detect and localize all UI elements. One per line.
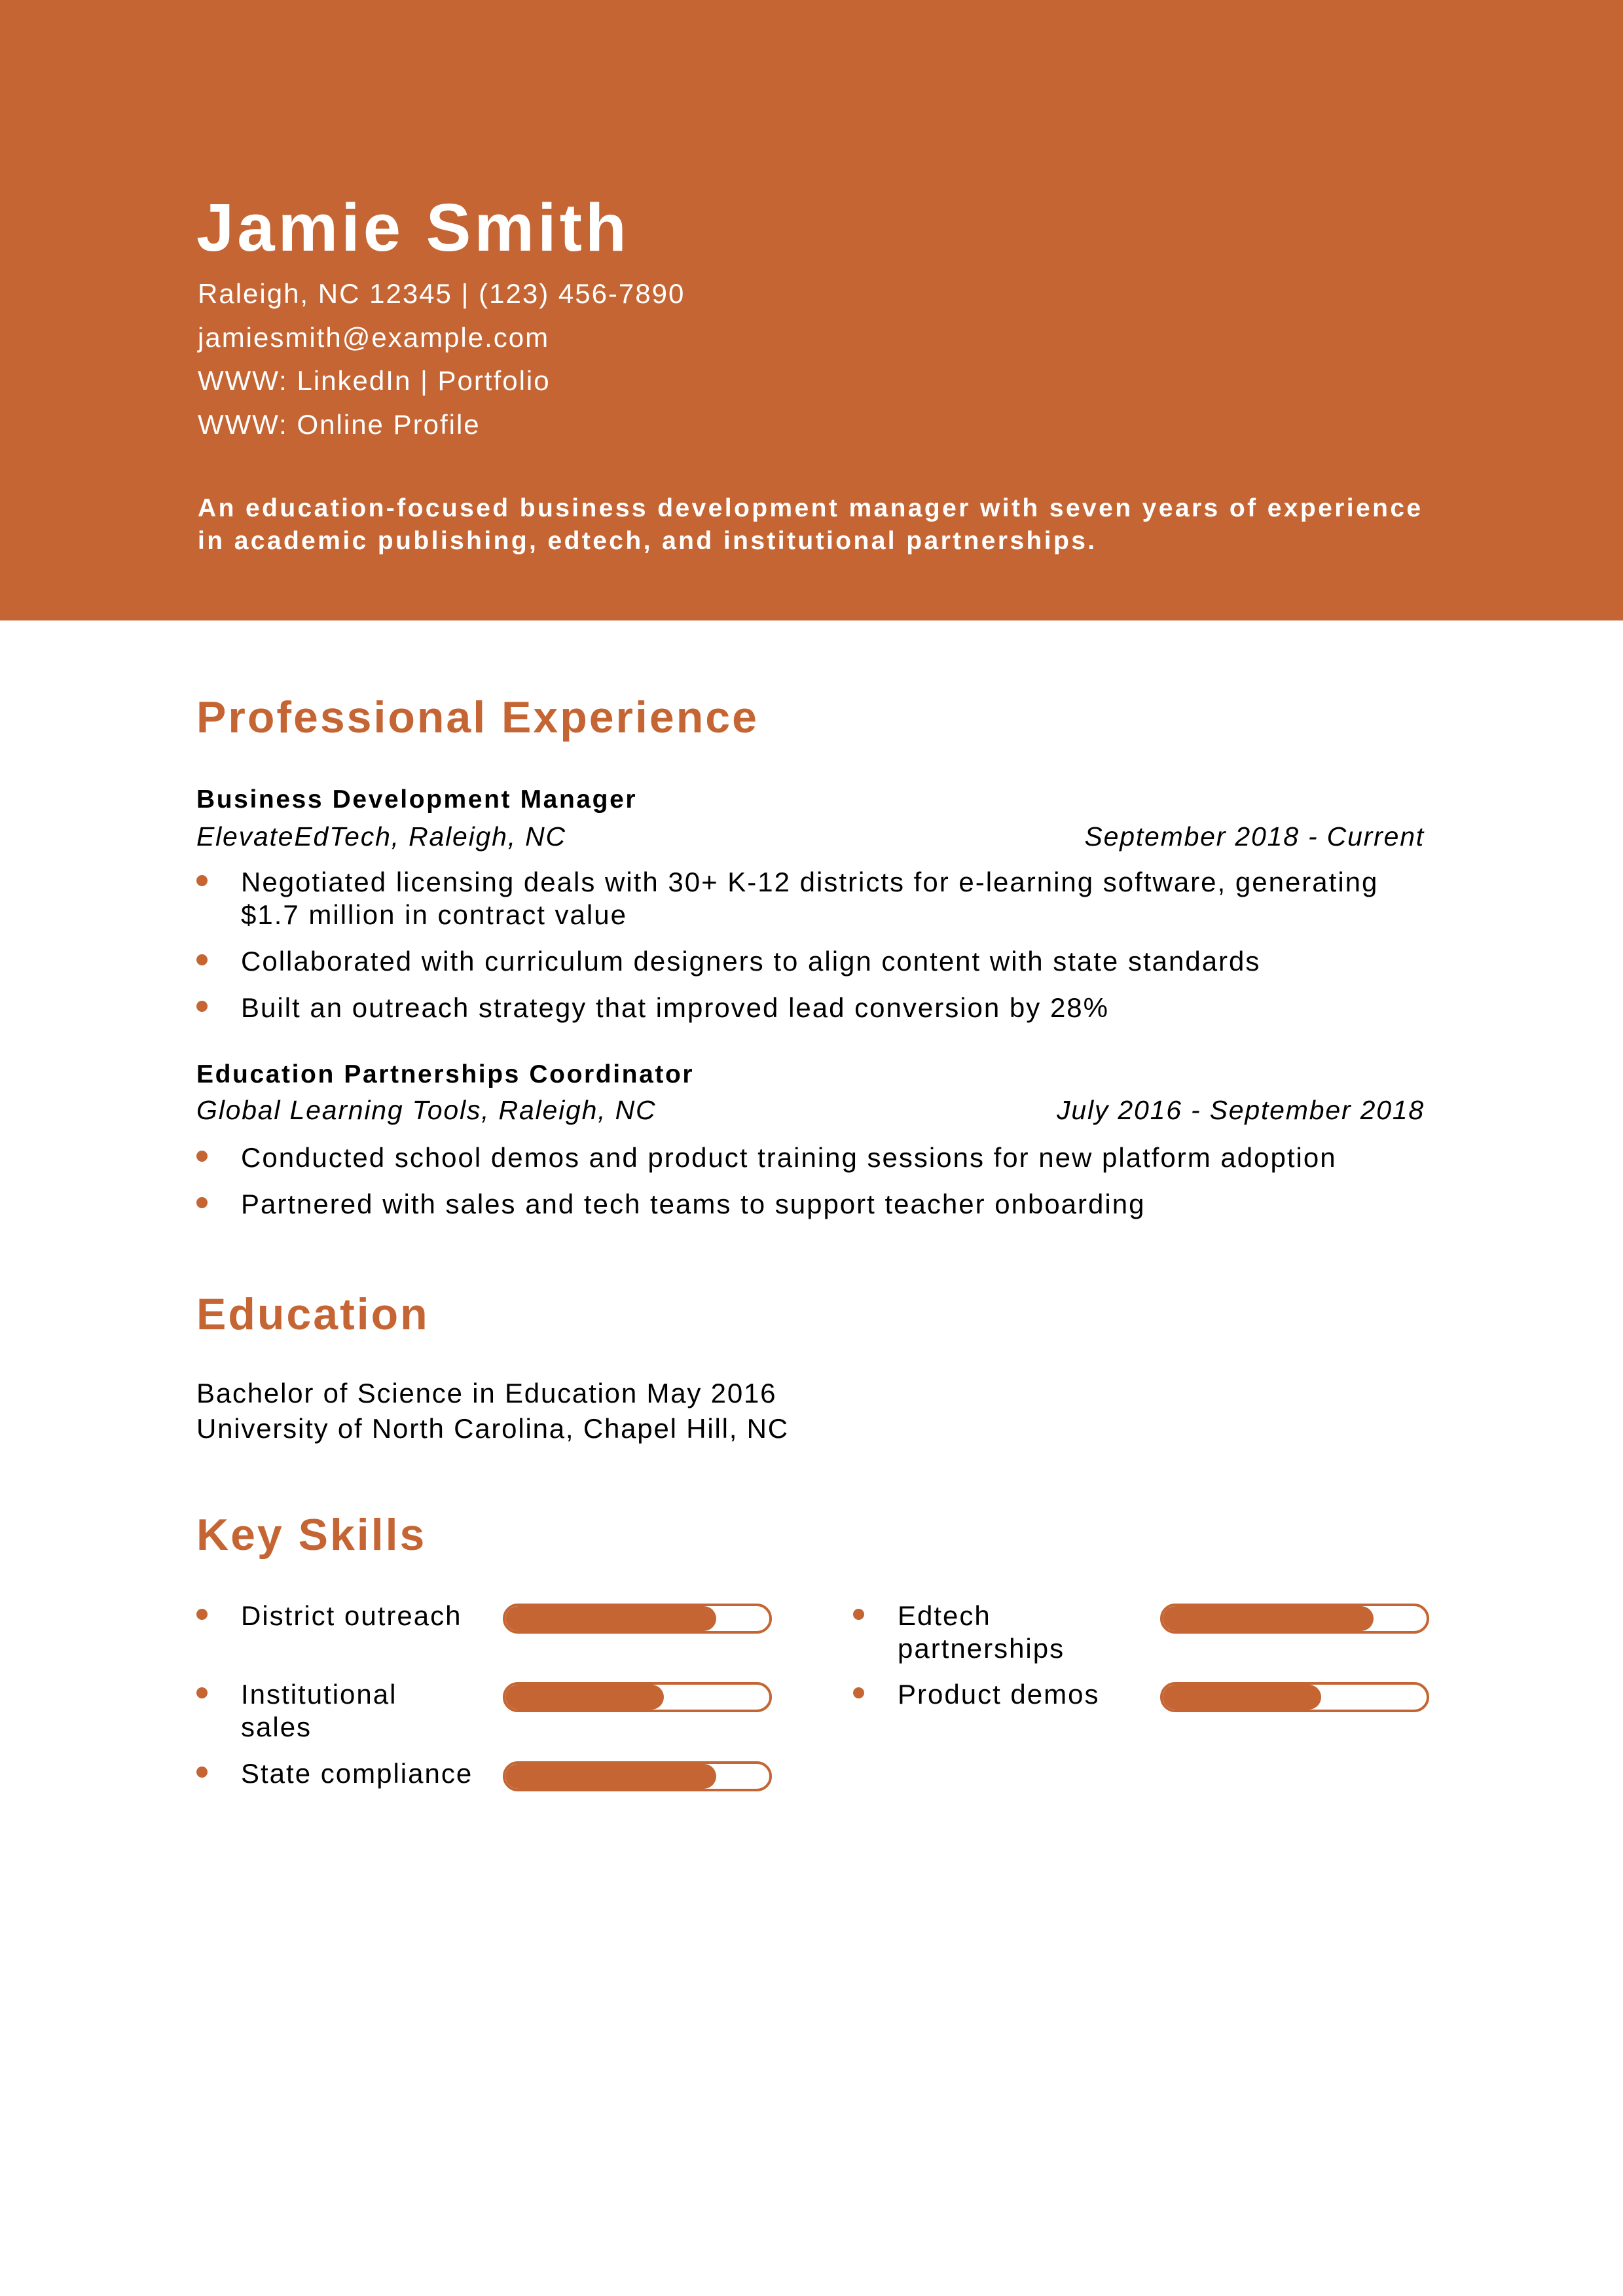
professional-summary: An education-focused business development manager with seven years of experience in academic publishing, edtech, and institutional partnerships. bbox=[198, 494, 1423, 555]
address-phone: Raleigh, NC 12345 | (123) 456-7890 bbox=[198, 278, 685, 309]
job-dates: September 2018 - Current bbox=[1084, 821, 1425, 852]
job-dates: July 2016 - September 2018 bbox=[1057, 1095, 1425, 1125]
skill-level-bar bbox=[503, 1761, 772, 1791]
web-links[interactable]: WWW: LinkedIn | Portfolio bbox=[198, 365, 551, 396]
candidate-name: Jamie Smith bbox=[196, 190, 630, 265]
job-company: ElevateEdTech, Raleigh, NC bbox=[196, 821, 566, 852]
job-company: Global Learning Tools, Raleigh, NC bbox=[196, 1095, 657, 1125]
bullet-icon bbox=[853, 1687, 864, 1698]
skill-level-fill bbox=[1163, 1606, 1374, 1631]
skill-label: Product demos bbox=[898, 1679, 1100, 1710]
education-school: University of North Carolina, Chapel Hill, NC bbox=[196, 1413, 789, 1444]
education-degree: Bachelor of Science in Education May 2016 bbox=[196, 1378, 777, 1408]
skill-level-fill bbox=[505, 1764, 716, 1789]
skill-label: Institutional sales bbox=[241, 1679, 397, 1742]
bullet-text: Negotiated licensing deals with 30+ K-12 districts for e-learning software, generating $1.7 million in contract value bbox=[241, 867, 1379, 930]
skill-label: Edtech partnerships bbox=[898, 1600, 1065, 1664]
bullet-text: Collaborated with curriculum designers to align content with state standards bbox=[241, 946, 1261, 977]
bullet-icon bbox=[196, 1151, 208, 1162]
bullet-icon bbox=[196, 1609, 208, 1620]
skill-level-fill bbox=[505, 1606, 716, 1631]
bullet-icon bbox=[196, 1001, 208, 1012]
skill-level-bar bbox=[503, 1604, 772, 1634]
bullet-text: Partnered with sales and tech teams to support teacher onboarding bbox=[241, 1189, 1146, 1219]
skill-level-bar bbox=[1160, 1682, 1429, 1712]
job-title: Education Partnerships Coordinator bbox=[196, 1060, 695, 1088]
skill-level-fill bbox=[505, 1685, 664, 1710]
skill-level-bar bbox=[1160, 1604, 1429, 1634]
bullet-icon bbox=[196, 875, 208, 886]
resume-header bbox=[0, 0, 1623, 620]
section-title-experience: Professional Experience bbox=[196, 692, 759, 742]
bullet-icon bbox=[196, 1767, 208, 1778]
contact-info bbox=[198, 272, 685, 446]
skill-label: District outreach bbox=[241, 1600, 462, 1631]
skill-label: State compliance bbox=[241, 1758, 473, 1789]
bullet-icon bbox=[196, 1197, 208, 1208]
bullet-icon bbox=[853, 1609, 864, 1620]
section-title-skills: Key Skills bbox=[196, 1510, 427, 1560]
section-title-education: Education bbox=[196, 1289, 429, 1339]
online-profile-link[interactable]: WWW: Online Profile bbox=[198, 408, 481, 440]
skill-level-bar bbox=[503, 1682, 772, 1712]
job-title: Business Development Manager bbox=[196, 785, 638, 814]
skill-level-fill bbox=[1163, 1685, 1321, 1710]
bullet-icon bbox=[196, 1687, 208, 1698]
bullet-text: Built an outreach strategy that improved lead conversion by 28% bbox=[241, 992, 1110, 1023]
bullet-icon bbox=[196, 954, 208, 965]
bullet-text: Conducted school demos and product training sessions for new platform adoption bbox=[241, 1142, 1337, 1173]
email[interactable]: jamiesmith@example.com bbox=[198, 321, 550, 353]
